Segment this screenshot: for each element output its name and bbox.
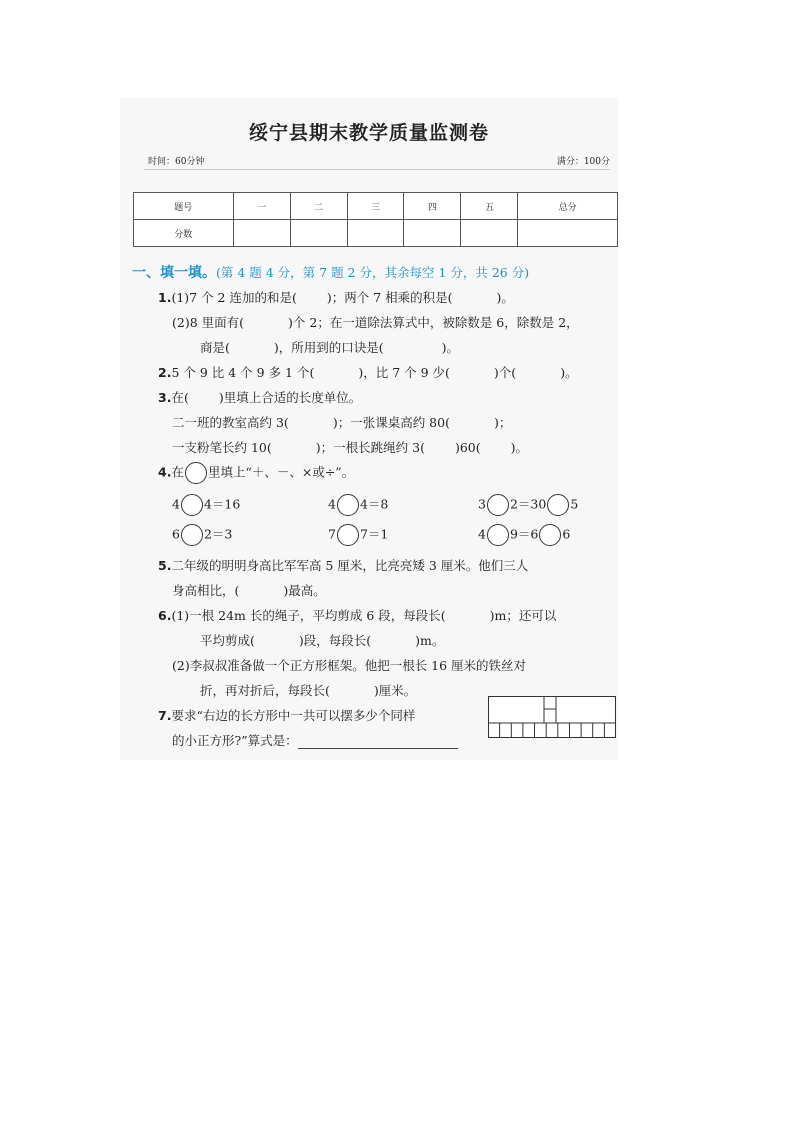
answer-blank[interactable]: [450, 367, 494, 380]
operator-circle[interactable]: [337, 524, 359, 546]
question-text: (1)一根 24m 长的绳子，平均剪成 6 段，每段长(: [171, 608, 446, 623]
question-number: 5.: [158, 558, 172, 573]
question-text: )，所用到的口诀是(: [273, 340, 384, 355]
question-text: )厘米。: [373, 683, 417, 698]
answer-circle: [185, 462, 207, 484]
question-2: [158, 363, 578, 381]
question-text: )最高。: [283, 583, 326, 598]
question-1-line-3: [200, 338, 459, 356]
question-text: 要求“右边的长方形中一共可以摆多少个同样: [171, 708, 416, 723]
question-text: 里填上“＋、－、×或÷”。: [207, 464, 355, 480]
expr-text: 7＝1: [359, 526, 389, 542]
question-number: 1.: [158, 290, 172, 305]
expr-text: 4＝8: [359, 496, 389, 512]
score-input-cell[interactable]: [347, 220, 404, 247]
score-input-cell[interactable]: [233, 220, 290, 247]
question-text: )；两个 7 相乘的积是(: [326, 290, 453, 305]
score-input-cell[interactable]: [461, 220, 518, 247]
question-5-line-1: [158, 556, 528, 574]
exam-sheet: [120, 98, 618, 760]
expr-text: 4: [328, 496, 336, 512]
section-heading: [132, 262, 529, 282]
question-text: 二一班的教室高约 3(: [172, 415, 289, 430]
question-text: 的小正方形?”算式是：: [172, 733, 298, 748]
answer-blank[interactable]: [425, 442, 455, 455]
score-table-cell: 分数: [134, 220, 234, 247]
score-table-header-row: [134, 193, 618, 220]
score-table-cell: 题号: [134, 193, 234, 220]
score-table-cell: 二: [290, 193, 347, 220]
question-1-line-2: [172, 313, 579, 331]
section-note: (第 4 题 4 分，第 7 题 2 分，其余每空 1 分，共 26 分): [216, 265, 530, 280]
answer-blank[interactable]: [297, 292, 327, 305]
question-text: )；一张课桌高约 80(: [332, 415, 450, 430]
question-text: )；: [493, 415, 512, 430]
rectangle-grid-figure: [488, 696, 616, 738]
question-text: )。: [441, 340, 460, 355]
question-text: (1)7 个 2 连加的和是(: [171, 290, 297, 305]
score-table-score-row: [134, 220, 618, 247]
question-number: 4.: [158, 464, 172, 480]
question-text: )。: [510, 440, 529, 455]
answer-underline[interactable]: [298, 736, 458, 749]
question-text: )。: [496, 290, 514, 305]
question-3-line-2: [172, 413, 511, 431]
question-text: )段，每段长(: [298, 633, 372, 648]
question-4-expression: [328, 524, 388, 546]
question-4-expression: [478, 494, 578, 516]
answer-blank[interactable]: [272, 442, 316, 455]
expr-text: 2＝30: [509, 496, 547, 512]
score-input-cell[interactable]: [518, 220, 618, 247]
question-text: )个(: [493, 365, 517, 380]
question-text: )；一根长跳绳约 3(: [315, 440, 425, 455]
question-text: 二年级的明明身高比军军高 5 厘米，比亮亮矮 3 厘米。他们三人: [171, 558, 529, 573]
answer-blank[interactable]: [314, 367, 358, 380]
score-table-cell: 一: [233, 193, 290, 220]
question-text: 商是(: [200, 340, 230, 355]
expr-text: 3: [478, 496, 486, 512]
question-text: )m；还可以: [489, 608, 557, 623]
operator-circle[interactable]: [487, 494, 509, 516]
question-text: )里填上合适的长度单位。: [218, 390, 362, 405]
expr-text: 6: [562, 526, 571, 542]
answer-blank[interactable]: [330, 685, 374, 698]
question-6-line-3: [172, 656, 526, 674]
score-label: 满分：100分: [556, 157, 610, 167]
question-text: 一支粉笔长约 10(: [172, 440, 272, 455]
operator-circle[interactable]: [487, 524, 509, 546]
answer-blank[interactable]: [516, 367, 560, 380]
question-text: 在(: [171, 390, 189, 405]
score-table-cell: 三: [347, 193, 404, 220]
question-5-line-2: [172, 581, 326, 599]
score-input-cell[interactable]: [290, 220, 347, 247]
operator-circle[interactable]: [547, 494, 569, 516]
question-text: )，比 7 个 9 少(: [358, 365, 450, 380]
question-text: 折，再对折后，每段长(: [200, 683, 330, 698]
question-number: 3.: [158, 390, 172, 405]
expr-text: 7: [328, 526, 336, 542]
answer-blank[interactable]: [481, 442, 511, 455]
question-text: )60(: [454, 440, 481, 455]
operator-circle[interactable]: [181, 494, 203, 516]
answer-blank[interactable]: [384, 342, 442, 355]
answer-blank[interactable]: [244, 317, 288, 330]
expr-text: 4: [172, 496, 180, 512]
answer-blank[interactable]: [453, 292, 497, 305]
question-6-line-2: [200, 631, 444, 649]
question-text: )m。: [415, 633, 445, 648]
answer-blank[interactable]: [189, 392, 219, 405]
header-divider: [144, 169, 610, 170]
answer-blank[interactable]: [239, 585, 283, 598]
expr-text: 2＝3: [203, 526, 233, 542]
question-7-line-2: [172, 731, 458, 749]
question-number: 7.: [158, 708, 172, 723]
question-3-line-1: [158, 388, 361, 406]
question-text: (2)8 里面有(: [172, 315, 245, 330]
question-number: 6.: [158, 608, 172, 623]
question-6-line-4: [200, 681, 416, 699]
section-title: 一、填一填。: [132, 265, 216, 281]
exam-title: 绥宁县期末教学质量监测卷: [248, 122, 489, 144]
answer-blank[interactable]: [255, 635, 299, 648]
question-3-line-3: [172, 438, 528, 456]
score-input-cell[interactable]: [404, 220, 461, 247]
score-table: [133, 192, 618, 247]
question-4-expression: [172, 524, 232, 546]
expr-text: 5: [570, 496, 579, 512]
question-text: 在: [171, 464, 184, 480]
question-4-expression: [478, 524, 570, 546]
question-4-instruction: [158, 462, 354, 484]
question-text: 5 个 9 比 4 个 9 多 1 个(: [171, 365, 315, 380]
score-table-cell: 五: [461, 193, 518, 220]
score-table-cell: 总分: [518, 193, 618, 220]
operator-circle[interactable]: [337, 494, 359, 516]
question-1-line-1: [158, 288, 514, 306]
question-text: 身高相比，(: [172, 583, 240, 598]
answer-blank[interactable]: [371, 635, 415, 648]
question-7-line-1: [158, 706, 415, 724]
expr-text: 6: [172, 526, 180, 542]
question-text: )个 2；在一道除法算式中，被除数是 6，除数是 2，: [288, 315, 579, 330]
expr-text: 9＝6: [509, 526, 539, 542]
expr-text: 4＝16: [203, 496, 241, 512]
score-table-cell: 四: [404, 193, 461, 220]
expr-text: 4: [478, 526, 486, 542]
question-text: 平均剪成(: [200, 633, 255, 648]
question-text: )。: [560, 365, 578, 380]
question-4-expression: [172, 494, 240, 516]
answer-blank[interactable]: [230, 342, 274, 355]
answer-blank[interactable]: [450, 417, 494, 430]
question-number: 2.: [158, 365, 172, 380]
question-6-line-1: [158, 606, 556, 624]
question-text: (2)李叔叔准备做一个正方形框架。他把一根长 16 厘米的铁丝对: [172, 658, 527, 673]
question-4-expression: [328, 494, 388, 516]
time-label: 时间：60分钟: [148, 157, 205, 167]
exam-sheet-inner: [120, 98, 618, 760]
operator-circle[interactable]: [539, 524, 561, 546]
operator-circle[interactable]: [181, 524, 203, 546]
answer-blank[interactable]: [289, 417, 333, 430]
answer-blank[interactable]: [446, 610, 490, 623]
